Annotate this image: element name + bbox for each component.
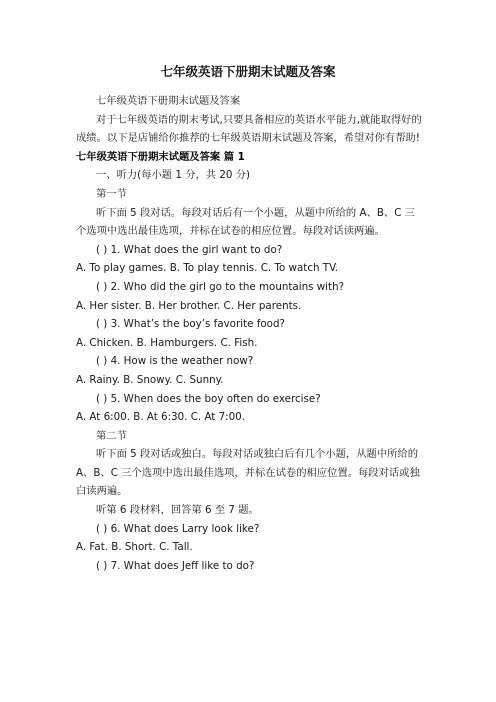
answer-options: A. Rainy. B. Snowy. C. Sunny.: [76, 373, 224, 386]
answer-options: A. Chicken. B. Hamburgers. C. Fish.: [76, 336, 258, 349]
section-label: 第二节: [96, 429, 127, 442]
answer-options: A. To play games. B. To play tennis. C. To watch TV.: [76, 262, 339, 275]
section-heading: 七年级英语下册期末试题及答案 篇 1: [76, 150, 245, 163]
document-title: 七年级英语下册期末试题及答案: [160, 64, 336, 79]
material-label: 听第 6 段材料，回答第 6 至 7 题。: [96, 504, 259, 517]
answer-options: A. Her sister. B. Her brother. C. Her parents.: [76, 299, 302, 312]
question: ( ) 4. How is the weather now?: [96, 355, 254, 368]
subtitle: 七年级英语下册期末试题及答案: [96, 95, 241, 107]
intro-paragraph: 对于七年级英语的期末考试,只要具备相应的英语水平能力,就能取得好的成绩。以下是店铺给你推荐的七年级英语期末试题及答案，希望对你有帮助!: [76, 113, 422, 145]
question: ( ) 5. When does the boy often do exercise?: [96, 392, 321, 405]
document-body: [76, 92, 422, 575]
question: ( ) 7. What does Jeff like to do?: [96, 559, 255, 572]
question: ( ) 1. What does the girl want to do?: [96, 243, 283, 256]
question: ( ) 3. What’s the boy’s favorite food?: [96, 318, 285, 331]
answer-options: A. Fat. B. Short. C. Tall.: [76, 541, 193, 554]
section-instructions: 听下面 5 段对话。每段对话后有一个小题，从题中所给的 A、B、C 三个选项中选出最佳选项，并标在试卷的相应位置。每段对话读两遍。: [76, 206, 415, 238]
question: ( ) 2. Who did the girl go to the mountains with?: [96, 280, 345, 293]
part-heading: 一、听力(每小题 1 分，共 20 分): [96, 169, 251, 182]
section-label: 第一节: [96, 187, 127, 200]
section-instructions: 听下面 5 段对话或独白。每段对话或独白后有几个小题，从题中所给的 A、B、C 三个选项中选出最佳选项，并标在试卷的相应位置。每段对话或独白读两遍。: [76, 448, 420, 498]
answer-options: A. At 6:00. B. At 6:30. C. At 7:00.: [76, 411, 246, 424]
question: ( ) 6. What does Larry look like?: [96, 522, 260, 535]
